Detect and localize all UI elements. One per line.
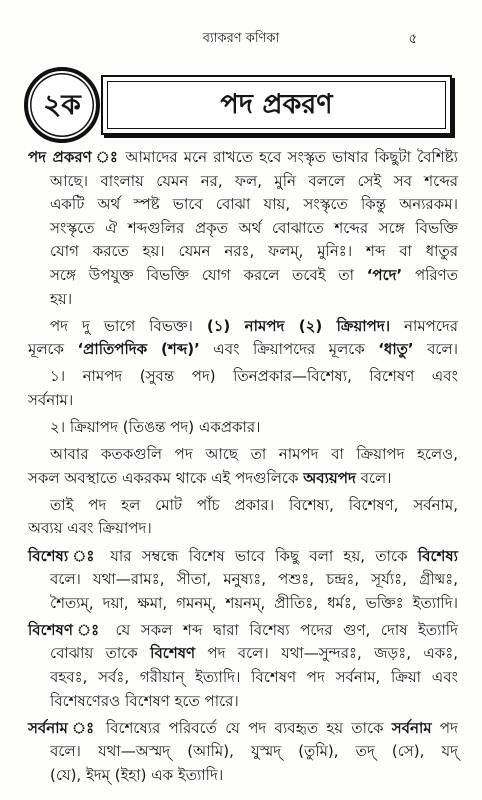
text-line: একটি অর্থ স্পষ্ট ভাবে বোঝা যায়, সংস্কৃতে কিন্তু অন্যরকম। — [50, 195, 458, 214]
text-line: অব্যয় এবং ক্রিয়াপদ। — [28, 519, 152, 538]
bold-term: (১) নামপদ (২) ক্রিয়াপদ। — [206, 316, 391, 335]
paragraph-namapada — [28, 365, 458, 412]
text-run: নামপদের — [390, 316, 458, 335]
text-line: যোগ করতে হয়। যেমন নরঃ, ফলম্, মুনিঃ। শব্দ বা ধাতুর — [50, 242, 458, 261]
text-run: পদ দু ভাগে বিভক্ত। — [50, 316, 207, 335]
text-run: এবং ক্রিয়াপদের মূলকে — [199, 340, 379, 359]
text-run: বিশেষ্যের পরিবর্তে যে পদ ব্যবহৃত হয় তাকে — [97, 718, 392, 737]
text-line: তাই পদ হল মোট পাঁচ প্রকার। বিশেষ্য, বিশেষণ, সর্বনাম, — [50, 495, 458, 514]
text-run: যার সম্বন্ধে বিশেষ ভাবে কিছু বলা হয়, তাকে — [99, 546, 418, 565]
text-line: সর্বনাম। — [28, 390, 74, 409]
text-line — [28, 146, 458, 170]
page-number: ৫ — [408, 31, 418, 47]
text-line: হয়। — [50, 289, 73, 308]
text-run: সঙ্গে উপযুক্ত বিভক্তি যোগ করলে তবেই তা — [50, 265, 367, 284]
chapter-badge — [24, 67, 100, 143]
text-line: বিশেষণেরও বিশেষণ হতে পারে। — [50, 691, 239, 710]
text-run: আমাদের মনে রাখতে হবে সংস্কৃত ভাষার কিছুটা বৈশিষ্ট্য — [119, 148, 459, 166]
section-term: বিশেষ্য ঃ — [28, 546, 100, 565]
bold-term: সর্বনাম — [391, 718, 432, 737]
bold-term: ‘ধাতু’ — [378, 340, 414, 359]
chapter-title: পদ প্রকরণ — [220, 88, 333, 120]
text-line — [28, 264, 458, 288]
text-run: বলে। — [355, 468, 392, 487]
chapter-title-frame — [107, 81, 446, 129]
text-line: আবার কতকগুলি পদ আছে তা নামপদ বা ক্রিয়াপদ হলেও, — [50, 445, 458, 464]
chapter-title-box — [101, 75, 452, 135]
text-run: বলে। — [413, 340, 458, 359]
section-term: বিশেষণ ঃ — [28, 620, 105, 639]
body-text — [28, 146, 458, 787]
paragraph-visheshya — [28, 545, 458, 616]
paragraph-five-types — [28, 494, 458, 541]
paragraph-pada-division — [28, 315, 458, 362]
text-run: মূলকে — [28, 340, 78, 359]
text-run: পদ বলে। যথা—সুন্দরঃ, জড়ঃ, একঃ, — [195, 644, 458, 663]
text-run: পদ — [431, 718, 458, 737]
bold-term: ‘প্রাতিপদিক (শব্দ)’ — [77, 340, 200, 359]
text-line — [28, 619, 458, 643]
text-run: সকল অবস্থাতে একরকম থাকে এই পদগুলিকে — [28, 468, 304, 487]
text-line: সংস্কৃতে ঐ শব্দগুলির প্রকৃত অর্থ বোঝাতে শব্দের সঙ্গে বিভক্তি — [50, 218, 458, 237]
text-line: বহবঃ, সর্বঃ, গরীয়ান্ ইত্যাদি। বিশেষণ পদ সর্বনাম, ক্রিয়া এবং — [50, 667, 458, 686]
text-line: শৈত্যম্, দয়া, ক্ষমা, গমনম্, শয়নম্, প্রীতিঃ, ধর্মঃ, ভক্তিঃ ইত্যাদি। — [50, 593, 458, 612]
running-header-title: ব্যাকরণ কণিকা — [202, 31, 280, 46]
text-line: ১। নামপদ (সুবন্ত পদ) তিনপ্রকার—বিশেষ্য, বিশেষণ এবং — [50, 367, 458, 386]
text-line: ২। ক্রিয়াপদ (তিঙন্ত পদ) একপ্রকার। — [50, 418, 261, 437]
paragraph-sarvanam — [28, 717, 458, 788]
text-run: পরিণত — [402, 265, 458, 284]
text-run: যে সকল শব্দ দ্বারা বিশেষ্য পদের গুণ, দোষ ইত্যাদি — [104, 620, 458, 639]
bold-term: বিশেষ্য — [417, 546, 458, 565]
text-line — [28, 717, 458, 741]
text-line: আছে। বাংলায় যেমন নর, ফল, মুনি বললে সেই সব শব্দের — [50, 171, 458, 190]
bold-term: ‘পদে’ — [366, 265, 403, 284]
text-line: বলে। যথা—অস্মদ্ (আমি), যুস্মদ্ (তুমি), তদ্ (সে), যদ্ — [50, 742, 458, 761]
text-line — [28, 467, 458, 491]
text-run: বোঝায় তাকে — [50, 644, 151, 663]
paragraph-pada-prakaran — [28, 146, 458, 311]
text-line — [28, 545, 458, 569]
text-line: বলে। যথা—রামঃ, সীতা, মনুষ্যঃ, পশুঃ, চন্দ্রঃ, সূর্য্যঃ, গ্রীষ্মঃ, — [50, 570, 458, 589]
bold-term: অব্যয়পদ — [303, 468, 356, 487]
section-term: পদ প্রকরণ ঃ — [28, 148, 120, 166]
text-line: (যে), ইদম্ (ইহা) এক ইত্যাদি। — [50, 765, 224, 784]
text-line — [28, 642, 458, 666]
paragraph-kriyapada — [28, 416, 458, 440]
paragraph-avyaya — [28, 443, 458, 490]
text-line — [28, 338, 458, 362]
chapter-number: ২ক — [43, 88, 81, 121]
text-line — [28, 315, 458, 339]
section-term: সর্বনাম ঃ — [28, 718, 98, 737]
paragraph-visheshan — [28, 619, 458, 713]
bold-term: বিশেষণ — [150, 644, 196, 663]
